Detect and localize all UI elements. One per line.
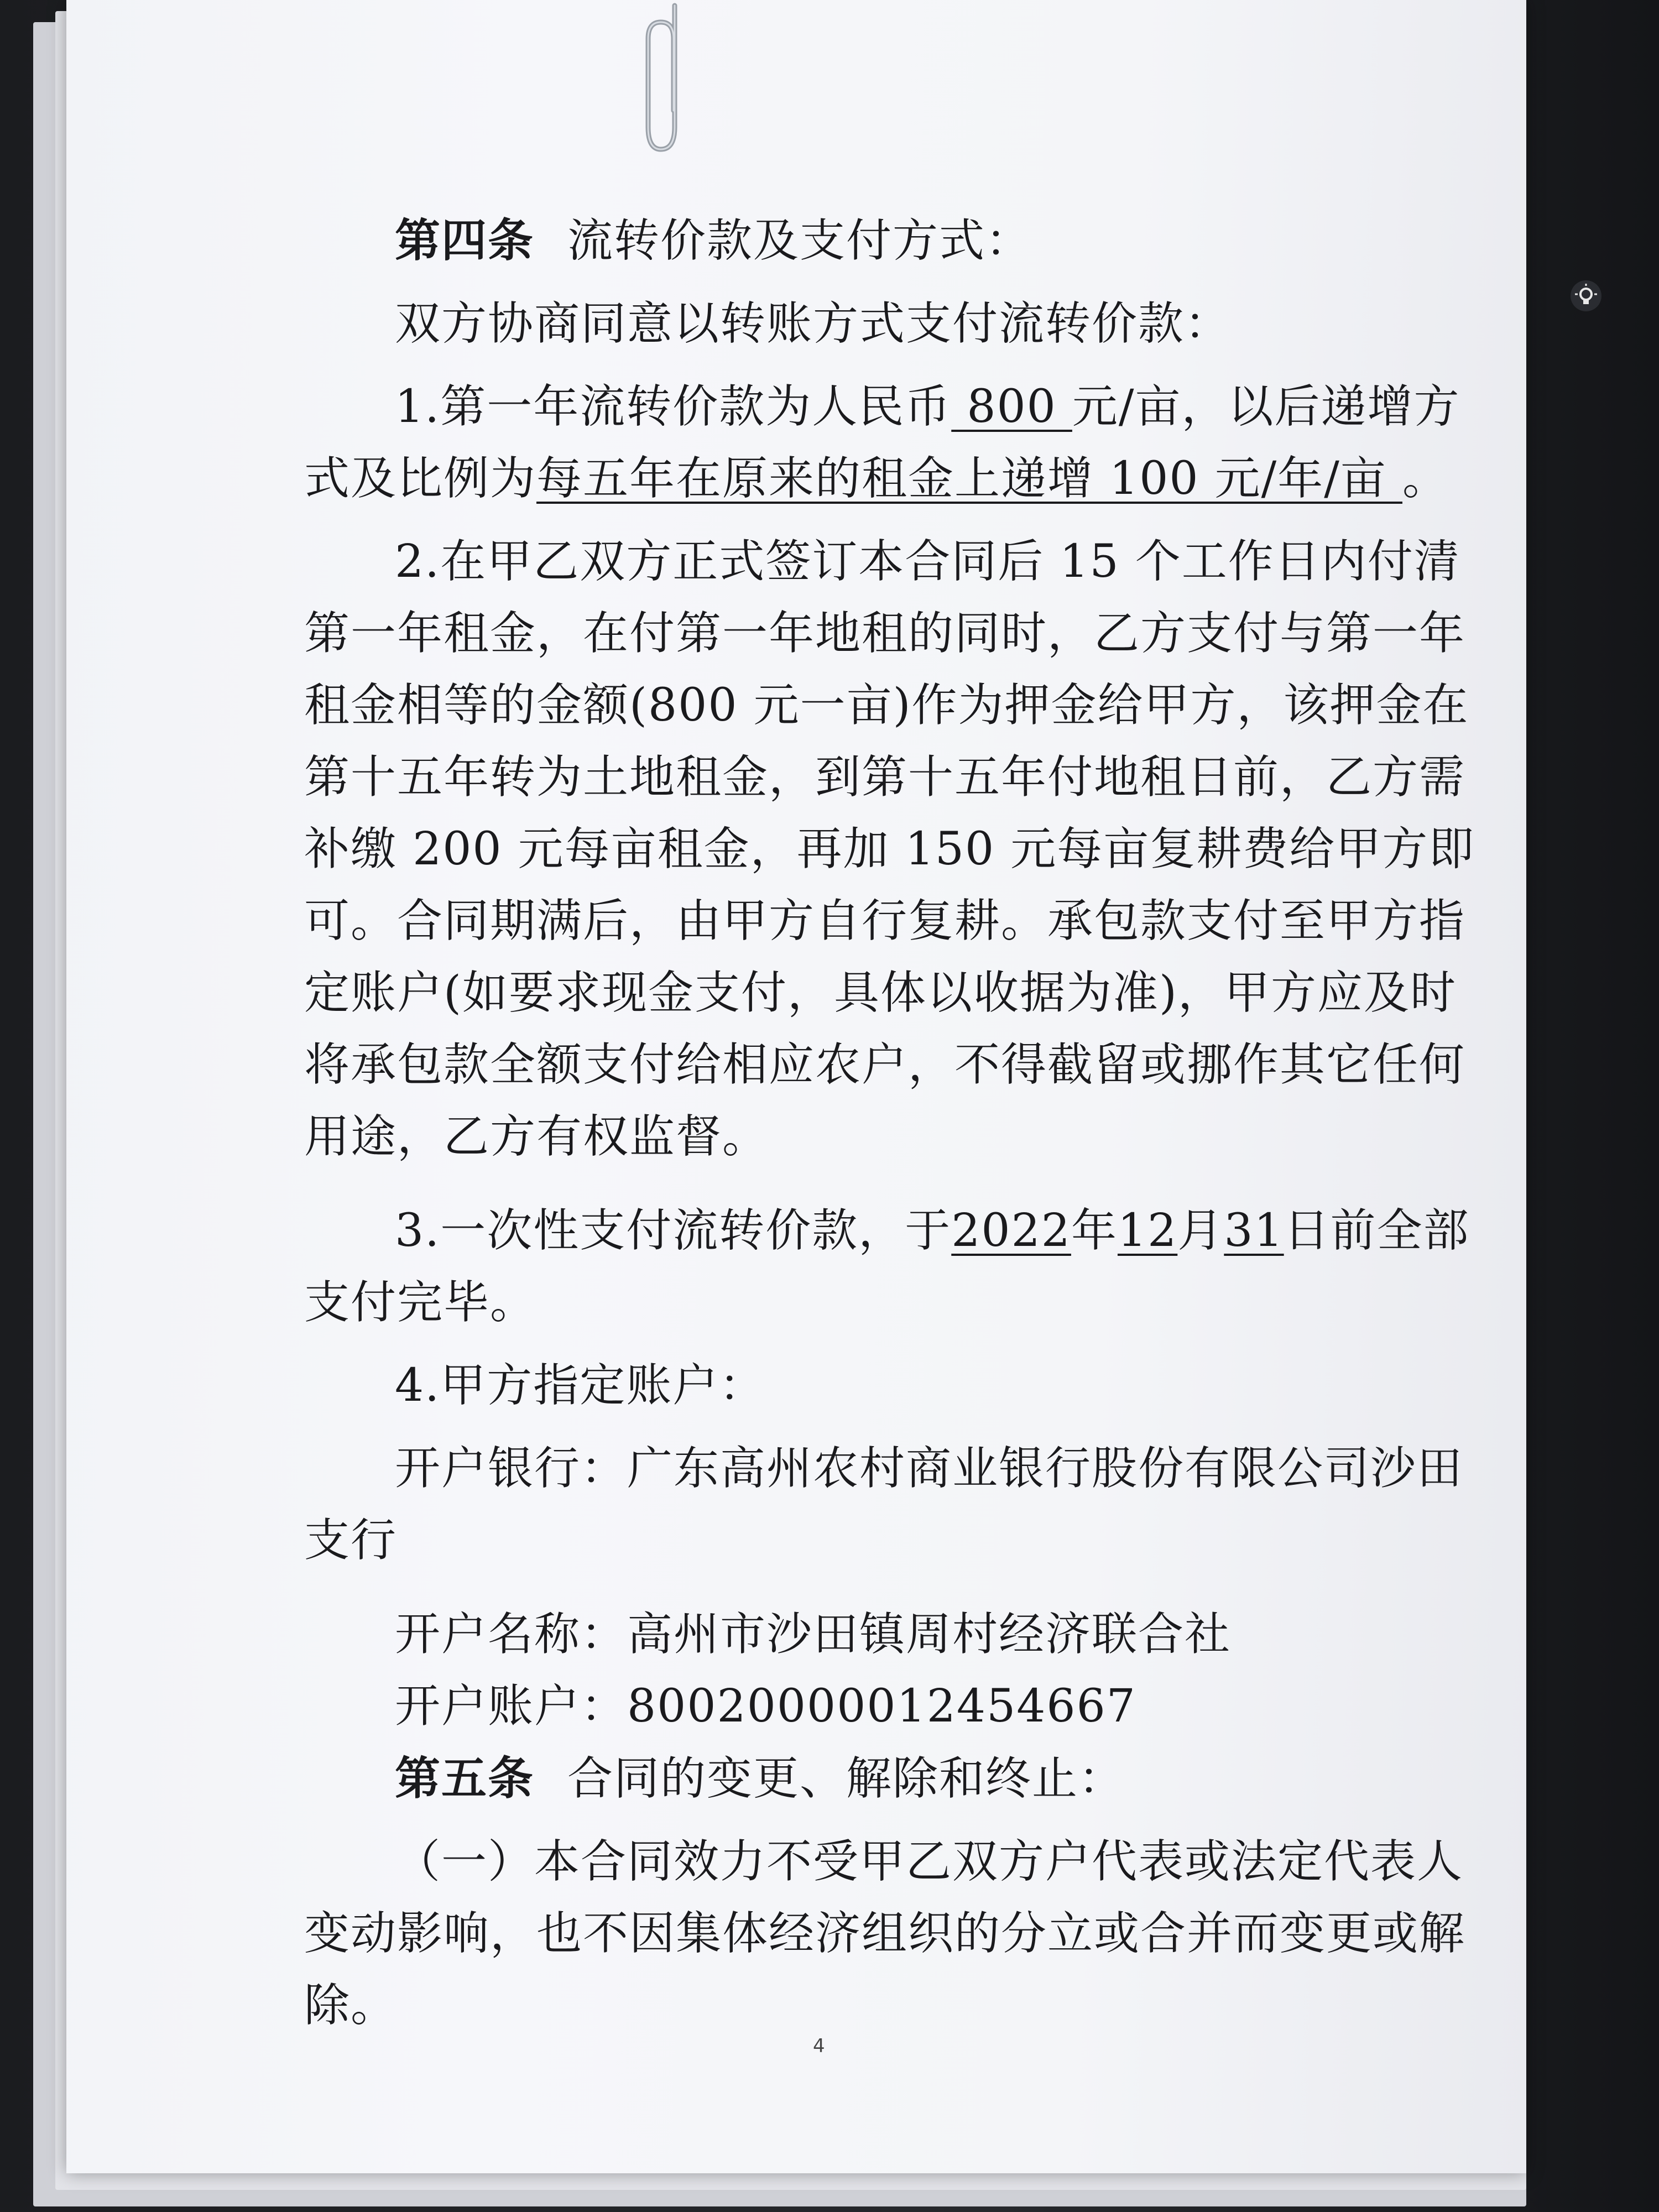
- bank-line: [304, 1433, 1499, 1577]
- month-unit: 月: [1177, 1204, 1224, 1257]
- lightbulb-icon: [1569, 279, 1603, 312]
- year-unit: 年: [1071, 1204, 1118, 1257]
- article-title: 合同的变更、解除和终止：: [567, 1752, 1125, 1805]
- account-name-label: 开户名称：: [395, 1608, 628, 1661]
- item-1-prefix: 1.第一年流转价款为人民币: [395, 380, 952, 433]
- article-4-item-1: [304, 371, 1499, 515]
- article-4-heading: [304, 205, 1499, 277]
- article-5-clause-1: （一）本合同效力不受甲乙双方户代表或法定代表人变动影响，也不因集体经济组织的分立或合并而变更或解除。: [304, 1835, 1466, 2032]
- price-amount: 800: [951, 380, 1072, 433]
- contract-text: [304, 205, 1499, 2042]
- article-number: 第四条: [395, 214, 535, 267]
- article-5-heading: [304, 1743, 1499, 1815]
- contract-page: [66, 0, 1526, 2173]
- bank-value: 广东高州农村商业银行股份有限公司沙田支行: [304, 1442, 1464, 1567]
- page-number: 4: [813, 2035, 825, 2057]
- article-4-item-4: 4.甲方指定账户：: [395, 1359, 766, 1412]
- account-name-line: [304, 1599, 1499, 1671]
- account-name-value: 高州市沙田镇周村经济联合社: [627, 1608, 1232, 1661]
- item-1-mid: 元/亩，以后递增方式及比例为: [304, 380, 1460, 505]
- item-3-prefix: 3.一次性支付流转价款，于: [395, 1204, 952, 1257]
- payment-month: 12: [1117, 1204, 1178, 1257]
- article-4-item-2: 2.在甲乙双方正式签订本合同后 15 个工作日内付清第一年租金，在付第一年地租的同时，乙方支付与第一年租金相等的金额(800 元一亩)作为押金给甲方，该押金在第十五年转为土地租金，到第十五年付地租日前，乙方需补缴 200 元每亩租金，再加 150 元每亩复耕费给甲方即可。合同期满后，由甲方自行复耕。承包款支付至甲方指定账户(如要求现金支付，具体以收据为准)，甲方应及时将承包款全额支付给相应农户，不得截留或挪作其它任何用途，乙方有权监督。: [304, 535, 1475, 1163]
- article-number: 第五条: [395, 1752, 535, 1805]
- paper-clip-icon: [641, 0, 708, 160]
- article-4-intro: 双方协商同意以转账方式支付流转价款：: [395, 298, 1232, 350]
- article-title: 流转价款及支付方式：: [567, 215, 1032, 267]
- account-number-line: [304, 1671, 1499, 1743]
- account-number-value: 80020000012454667: [627, 1680, 1136, 1733]
- bank-label: 开户银行：: [395, 1442, 628, 1495]
- increase-rule: 每五年在原来的租金上递增 100 元/年/亩: [536, 452, 1402, 505]
- item-3-end: 日前全部支付完毕。: [304, 1204, 1470, 1329]
- item-1-end: 。: [1402, 452, 1449, 505]
- payment-day: 31: [1224, 1204, 1284, 1257]
- account-number-label: 开户账户：: [395, 1680, 628, 1733]
- article-4-item-3: [304, 1195, 1499, 1339]
- payment-year: 2022: [951, 1204, 1071, 1257]
